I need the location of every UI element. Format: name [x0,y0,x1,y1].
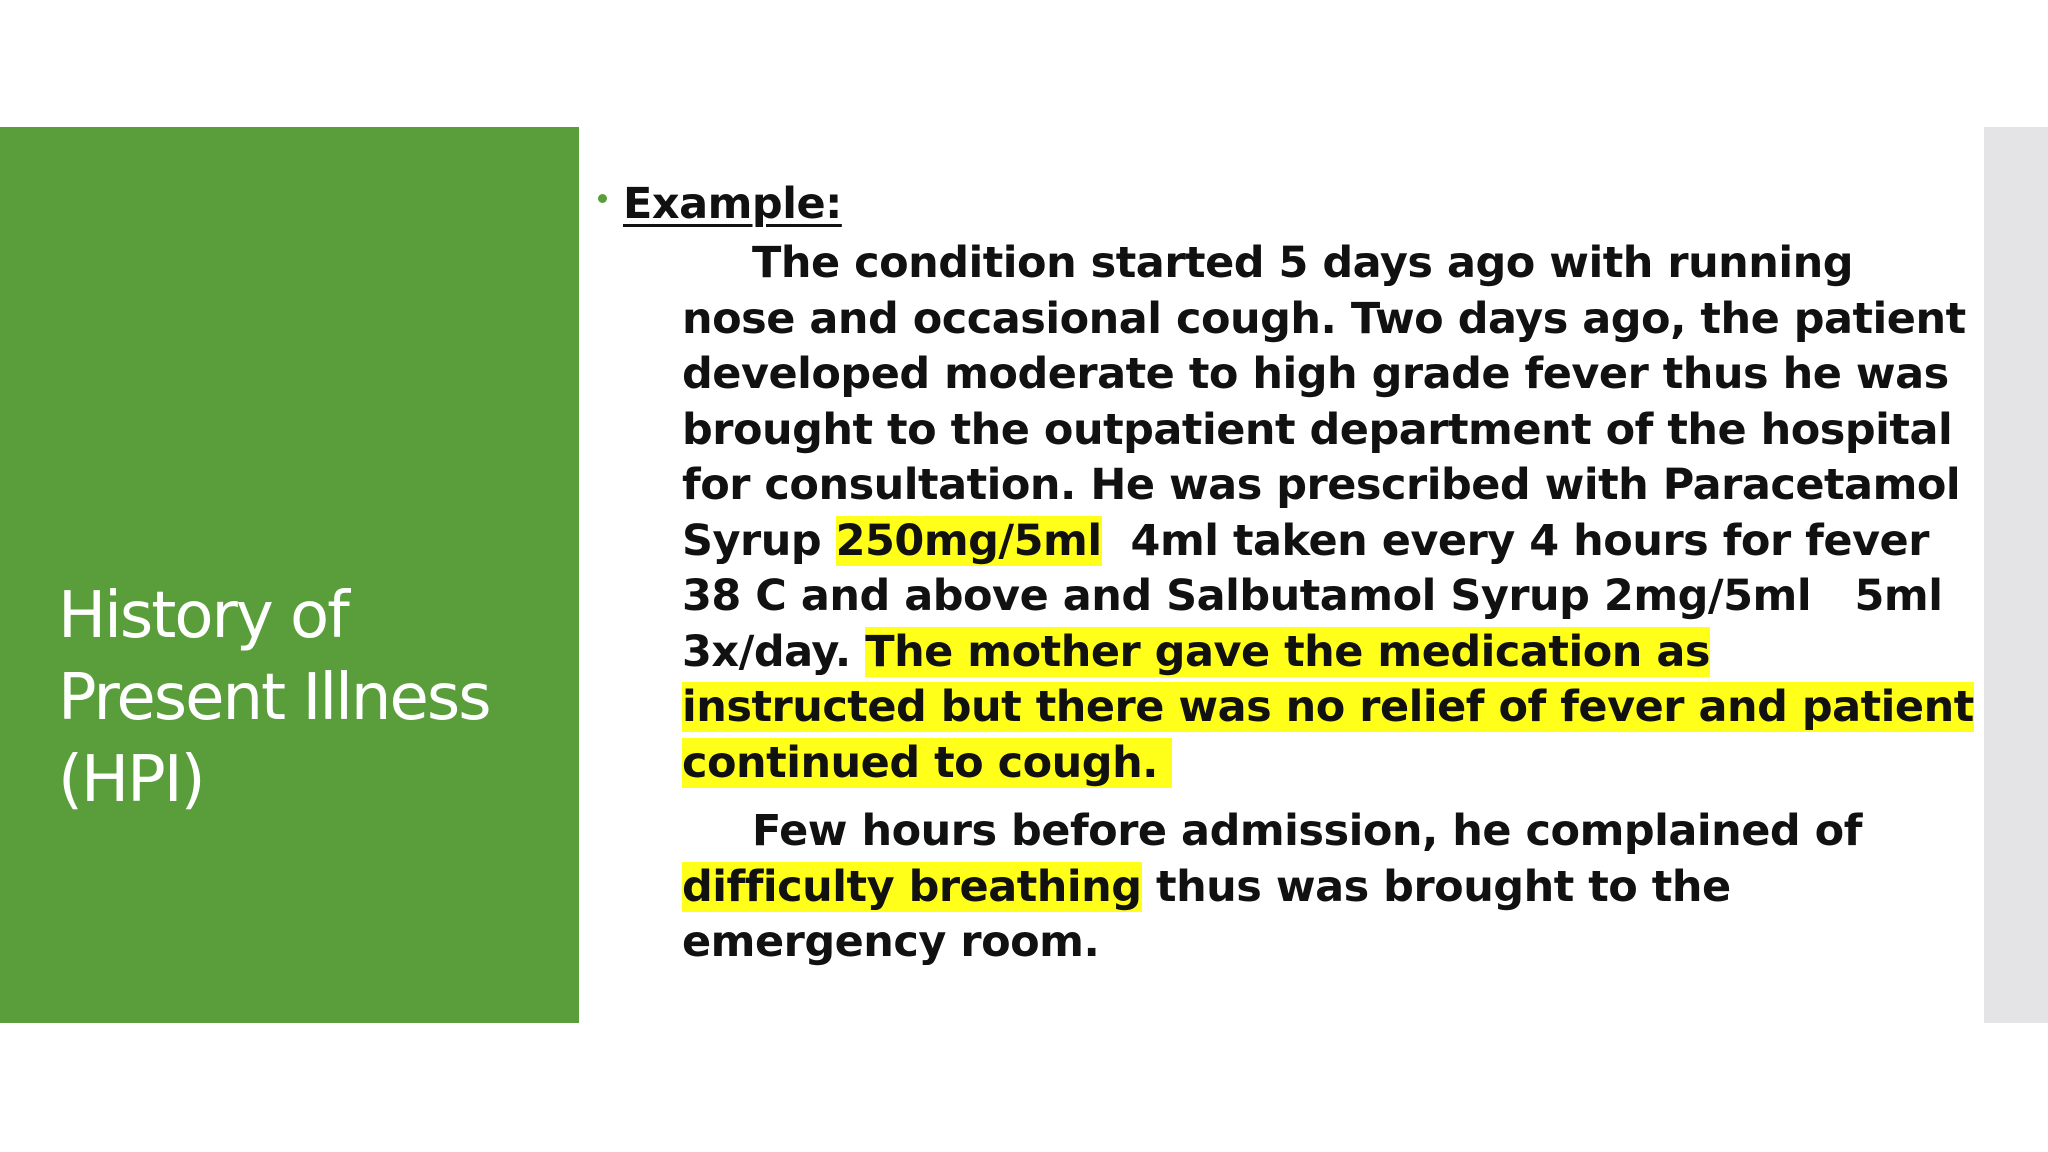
right-edge-strip [1984,127,2048,1023]
highlighted-text: The mother gave the medication as [865,626,1710,677]
slide-title [58,575,558,821]
highlighted-text: difficulty breathing [682,861,1142,912]
slide-title-line-1: History of [58,579,348,653]
paragraph-1-line-10 [682,736,1898,792]
paragraph-2-line-3: emergency room. [682,917,1100,967]
title-panel [0,127,579,1023]
paragraph-1-line-4: brought to the outpatient department of the hospital [682,404,1953,455]
example-heading [598,172,1898,236]
highlighted-text: instructed but there was no relief of fever and patient [682,682,1974,732]
example-label: Example: [623,179,842,229]
paragraph-1-line-8: 3x/day. The mother gave the medication as [682,626,1710,677]
slide-content [598,172,1974,971]
slide-title-line-2: Present Illness [58,661,490,735]
bullet-dot-icon [598,194,607,203]
slide-title-line-3: (HPI) [58,743,204,817]
highlighted-text: continued to cough. [682,737,1173,788]
hpi-paragraph-1 [598,236,1974,791]
hpi-paragraph-2 [598,804,1898,971]
paragraph-1-line-3: developed moderate to high grade fever thus he was [682,349,1949,399]
paragraph-1-line-5: for consultation. He was prescribed with Paracetamol [682,460,1961,510]
paragraph-1-line-7: 38 C and above and Salbutamol Syrup 2mg/5ml 5ml [682,571,1943,621]
paragraph-2-line-1: Few hours before admission, he complained of [752,806,1862,856]
paragraph-1-line-2: nose and occasional cough. Two days ago, the patient [682,293,1966,344]
paragraph-2-line-2: difficulty breathing thus was brought to the [682,861,1731,912]
paragraph-1-line-1: The condition started 5 days ago with running [752,238,1854,288]
paragraph-1-line-9 [682,680,1974,736]
paragraph-1-line-6: Syrup 250mg/5ml 4ml taken every 4 hours for fever [682,515,1929,566]
highlighted-dose: 250mg/5ml [835,515,1102,566]
